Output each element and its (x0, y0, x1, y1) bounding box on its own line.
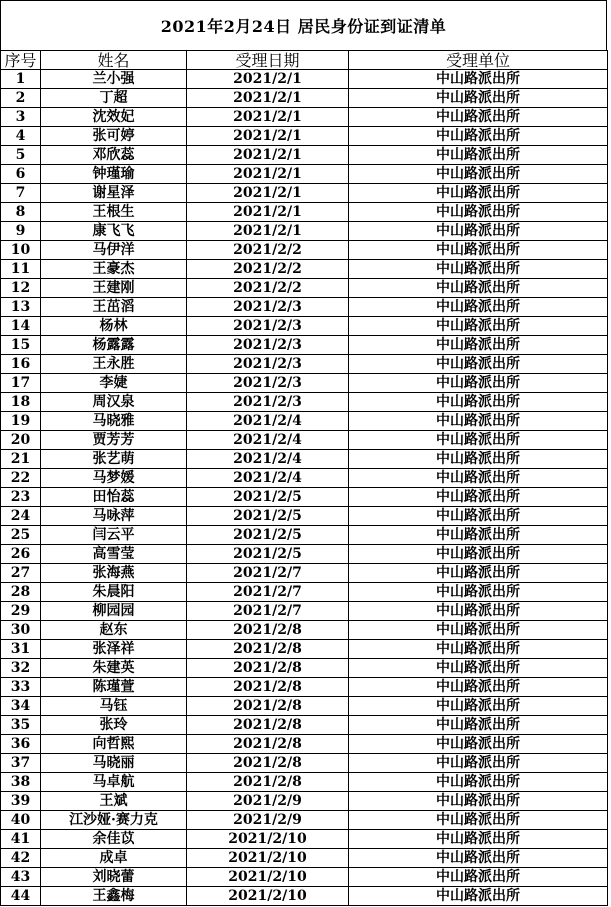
cell-unit: 中山路派出所 (349, 849, 608, 868)
cell-date: 2021/2/7 (187, 602, 349, 621)
header-row (1, 51, 608, 70)
cell-date: 2021/2/2 (187, 279, 349, 298)
cell-unit: 中山路派出所 (349, 146, 608, 165)
cell-name: 王斌 (41, 792, 187, 811)
cell-unit: 中山路派出所 (349, 697, 608, 716)
cell-date: 2021/2/9 (187, 811, 349, 830)
cell-seq: 38 (1, 773, 41, 792)
cell-date: 2021/2/1 (187, 89, 349, 108)
table-row (1, 678, 608, 697)
cell-name: 沈效妃 (41, 108, 187, 127)
table-row (1, 374, 608, 393)
cell-seq: 8 (1, 203, 41, 222)
table-row (1, 317, 608, 336)
cell-seq: 9 (1, 222, 41, 241)
cell-name: 杨露露 (41, 336, 187, 355)
table-row (1, 773, 608, 792)
header-unit: 受理单位 (349, 51, 608, 70)
table-row (1, 450, 608, 469)
cell-date: 2021/2/8 (187, 659, 349, 678)
cell-unit: 中山路派出所 (349, 488, 608, 507)
table-row (1, 298, 608, 317)
cell-date: 2021/2/10 (187, 830, 349, 849)
table-row (1, 279, 608, 298)
header-seq: 序号 (1, 51, 41, 70)
cell-date: 2021/2/3 (187, 317, 349, 336)
table-row (1, 336, 608, 355)
table-row (1, 203, 608, 222)
cell-seq: 6 (1, 165, 41, 184)
table-row (1, 811, 608, 830)
table-row (1, 108, 608, 127)
table-row (1, 716, 608, 735)
cell-name: 成卓 (41, 849, 187, 868)
cell-date: 2021/2/8 (187, 754, 349, 773)
cell-unit: 中山路派出所 (349, 127, 608, 146)
cell-unit: 中山路派出所 (349, 507, 608, 526)
cell-unit: 中山路派出所 (349, 279, 608, 298)
cell-unit: 中山路派出所 (349, 469, 608, 488)
cell-seq: 32 (1, 659, 41, 678)
table-row (1, 792, 608, 811)
cell-date: 2021/2/1 (187, 146, 349, 165)
cell-name: 周汉泉 (41, 393, 187, 412)
cell-seq: 30 (1, 621, 41, 640)
cell-date: 2021/2/10 (187, 849, 349, 868)
cell-unit: 中山路派出所 (349, 374, 608, 393)
cell-date: 2021/2/7 (187, 564, 349, 583)
cell-name: 张艺萌 (41, 450, 187, 469)
cell-seq: 39 (1, 792, 41, 811)
header-name: 姓名 (41, 51, 187, 70)
cell-unit: 中山路派出所 (349, 336, 608, 355)
cell-unit: 中山路派出所 (349, 716, 608, 735)
cell-seq: 21 (1, 450, 41, 469)
cell-date: 2021/2/7 (187, 583, 349, 602)
cell-date: 2021/2/3 (187, 336, 349, 355)
cell-name: 兰小强 (41, 70, 187, 89)
cell-unit: 中山路派出所 (349, 583, 608, 602)
cell-unit: 中山路派出所 (349, 659, 608, 678)
cell-name: 朱晨阳 (41, 583, 187, 602)
cell-date: 2021/2/2 (187, 241, 349, 260)
cell-seq: 25 (1, 526, 41, 545)
cell-unit: 中山路派出所 (349, 165, 608, 184)
cell-unit: 中山路派出所 (349, 317, 608, 336)
cell-seq: 33 (1, 678, 41, 697)
cell-date: 2021/2/1 (187, 203, 349, 222)
table-row (1, 583, 608, 602)
cell-date: 2021/2/10 (187, 868, 349, 887)
cell-seq: 17 (1, 374, 41, 393)
table-row (1, 697, 608, 716)
cell-seq: 28 (1, 583, 41, 602)
cell-unit: 中山路派出所 (349, 89, 608, 108)
cell-name: 贾芳芳 (41, 431, 187, 450)
cell-date: 2021/2/3 (187, 393, 349, 412)
cell-name: 江沙娅·赛力克 (41, 811, 187, 830)
table-row (1, 754, 608, 773)
cell-name: 丁超 (41, 89, 187, 108)
cell-unit: 中山路派出所 (349, 260, 608, 279)
cell-unit: 中山路派出所 (349, 678, 608, 697)
cell-name: 王建刚 (41, 279, 187, 298)
cell-unit: 中山路派出所 (349, 222, 608, 241)
cell-unit: 中山路派出所 (349, 773, 608, 792)
cell-seq: 40 (1, 811, 41, 830)
cell-name: 谢星泽 (41, 184, 187, 203)
cell-unit: 中山路派出所 (349, 203, 608, 222)
cell-date: 2021/2/3 (187, 298, 349, 317)
cell-name: 张玲 (41, 716, 187, 735)
cell-date: 2021/2/4 (187, 450, 349, 469)
cell-date: 2021/2/4 (187, 469, 349, 488)
cell-date: 2021/2/8 (187, 678, 349, 697)
table-row (1, 640, 608, 659)
cell-name: 康飞飞 (41, 222, 187, 241)
cell-date: 2021/2/8 (187, 640, 349, 659)
cell-seq: 2 (1, 89, 41, 108)
cell-unit: 中山路派出所 (349, 735, 608, 754)
cell-date: 2021/2/1 (187, 108, 349, 127)
table-row (1, 602, 608, 621)
cell-name: 杨林 (41, 317, 187, 336)
cell-unit: 中山路派出所 (349, 450, 608, 469)
cell-seq: 11 (1, 260, 41, 279)
table-row (1, 868, 608, 887)
cell-date: 2021/2/5 (187, 507, 349, 526)
cell-seq: 3 (1, 108, 41, 127)
cell-seq: 36 (1, 735, 41, 754)
cell-name: 向哲熙 (41, 735, 187, 754)
cell-name: 马晓丽 (41, 754, 187, 773)
table-row (1, 830, 608, 849)
table-row (1, 659, 608, 678)
cell-unit: 中山路派出所 (349, 640, 608, 659)
cell-seq: 29 (1, 602, 41, 621)
cell-unit: 中山路派出所 (349, 754, 608, 773)
cell-seq: 34 (1, 697, 41, 716)
cell-seq: 23 (1, 488, 41, 507)
cell-name: 王鑫梅 (41, 887, 187, 906)
sheet-title: 2021年2月24日 居民身份证到证清单 (0, 0, 607, 50)
table-row (1, 469, 608, 488)
id-card-table (0, 50, 608, 906)
cell-seq: 35 (1, 716, 41, 735)
cell-seq: 16 (1, 355, 41, 374)
cell-unit: 中山路派出所 (349, 184, 608, 203)
cell-unit: 中山路派出所 (349, 792, 608, 811)
cell-name: 王根生 (41, 203, 187, 222)
cell-seq: 20 (1, 431, 41, 450)
cell-unit: 中山路派出所 (349, 431, 608, 450)
cell-seq: 44 (1, 887, 41, 906)
cell-seq: 37 (1, 754, 41, 773)
cell-name: 赵东 (41, 621, 187, 640)
cell-seq: 42 (1, 849, 41, 868)
cell-date: 2021/2/10 (187, 887, 349, 906)
table-row (1, 222, 608, 241)
cell-date: 2021/2/8 (187, 697, 349, 716)
table-body (1, 70, 608, 906)
table-row (1, 564, 608, 583)
cell-date: 2021/2/5 (187, 488, 349, 507)
cell-date: 2021/2/1 (187, 184, 349, 203)
cell-date: 2021/2/1 (187, 127, 349, 146)
table-row (1, 849, 608, 868)
cell-unit: 中山路派出所 (349, 70, 608, 89)
cell-date: 2021/2/1 (187, 222, 349, 241)
cell-unit: 中山路派出所 (349, 621, 608, 640)
table-row (1, 412, 608, 431)
table-row (1, 526, 608, 545)
cell-date: 2021/2/3 (187, 374, 349, 393)
table-row (1, 127, 608, 146)
table-row (1, 184, 608, 203)
cell-name: 钟瑾瑜 (41, 165, 187, 184)
cell-name: 陈瑾萱 (41, 678, 187, 697)
table-row (1, 887, 608, 906)
table-row (1, 89, 608, 108)
cell-name: 马伊洋 (41, 241, 187, 260)
cell-date: 2021/2/4 (187, 431, 349, 450)
cell-seq: 7 (1, 184, 41, 203)
cell-name: 王茁滔 (41, 298, 187, 317)
cell-unit: 中山路派出所 (349, 830, 608, 849)
cell-name: 闫云平 (41, 526, 187, 545)
cell-name: 张泽祥 (41, 640, 187, 659)
table-row (1, 70, 608, 89)
table-row (1, 241, 608, 260)
table-row (1, 545, 608, 564)
cell-unit: 中山路派出所 (349, 526, 608, 545)
cell-seq: 19 (1, 412, 41, 431)
cell-date: 2021/2/3 (187, 355, 349, 374)
cell-unit: 中山路派出所 (349, 393, 608, 412)
cell-unit: 中山路派出所 (349, 564, 608, 583)
cell-name: 柳园园 (41, 602, 187, 621)
cell-name: 李婕 (41, 374, 187, 393)
cell-name: 张可婷 (41, 127, 187, 146)
cell-seq: 15 (1, 336, 41, 355)
cell-unit: 中山路派出所 (349, 545, 608, 564)
cell-seq: 14 (1, 317, 41, 336)
cell-date: 2021/2/5 (187, 545, 349, 564)
table-row (1, 507, 608, 526)
cell-date: 2021/2/1 (187, 70, 349, 89)
cell-date: 2021/2/8 (187, 716, 349, 735)
cell-date: 2021/2/8 (187, 621, 349, 640)
cell-name: 马咏萍 (41, 507, 187, 526)
cell-name: 王永胜 (41, 355, 187, 374)
table-row (1, 488, 608, 507)
cell-unit: 中山路派出所 (349, 298, 608, 317)
table-row (1, 735, 608, 754)
cell-date: 2021/2/8 (187, 735, 349, 754)
cell-seq: 5 (1, 146, 41, 165)
cell-date: 2021/2/4 (187, 412, 349, 431)
cell-name: 马梦媛 (41, 469, 187, 488)
cell-date: 2021/2/1 (187, 165, 349, 184)
table-row (1, 431, 608, 450)
cell-unit: 中山路派出所 (349, 811, 608, 830)
cell-name: 邓欣蕊 (41, 146, 187, 165)
cell-seq: 26 (1, 545, 41, 564)
cell-seq: 22 (1, 469, 41, 488)
cell-name: 余佳苡 (41, 830, 187, 849)
cell-unit: 中山路派出所 (349, 602, 608, 621)
cell-name: 田怡蕊 (41, 488, 187, 507)
cell-name: 朱建英 (41, 659, 187, 678)
header-date: 受理日期 (187, 51, 349, 70)
cell-seq: 18 (1, 393, 41, 412)
cell-seq: 43 (1, 868, 41, 887)
cell-unit: 中山路派出所 (349, 241, 608, 260)
cell-seq: 1 (1, 70, 41, 89)
cell-seq: 24 (1, 507, 41, 526)
cell-seq: 41 (1, 830, 41, 849)
cell-name: 张海燕 (41, 564, 187, 583)
table-row (1, 355, 608, 374)
table-row (1, 393, 608, 412)
cell-name: 王豪杰 (41, 260, 187, 279)
cell-name: 马钰 (41, 697, 187, 716)
cell-seq: 12 (1, 279, 41, 298)
cell-seq: 31 (1, 640, 41, 659)
cell-unit: 中山路派出所 (349, 868, 608, 887)
cell-name: 刘晓蕾 (41, 868, 187, 887)
cell-name: 高雪莹 (41, 545, 187, 564)
cell-date: 2021/2/2 (187, 260, 349, 279)
table-row (1, 260, 608, 279)
cell-unit: 中山路派出所 (349, 355, 608, 374)
cell-date: 2021/2/5 (187, 526, 349, 545)
cell-name: 马卓航 (41, 773, 187, 792)
cell-name: 马晓雅 (41, 412, 187, 431)
cell-unit: 中山路派出所 (349, 108, 608, 127)
table-row (1, 621, 608, 640)
table-row (1, 165, 608, 184)
cell-seq: 27 (1, 564, 41, 583)
table-row (1, 146, 608, 165)
cell-unit: 中山路派出所 (349, 887, 608, 906)
cell-date: 2021/2/8 (187, 773, 349, 792)
cell-seq: 13 (1, 298, 41, 317)
cell-seq: 10 (1, 241, 41, 260)
cell-date: 2021/2/9 (187, 792, 349, 811)
cell-seq: 4 (1, 127, 41, 146)
cell-unit: 中山路派出所 (349, 412, 608, 431)
